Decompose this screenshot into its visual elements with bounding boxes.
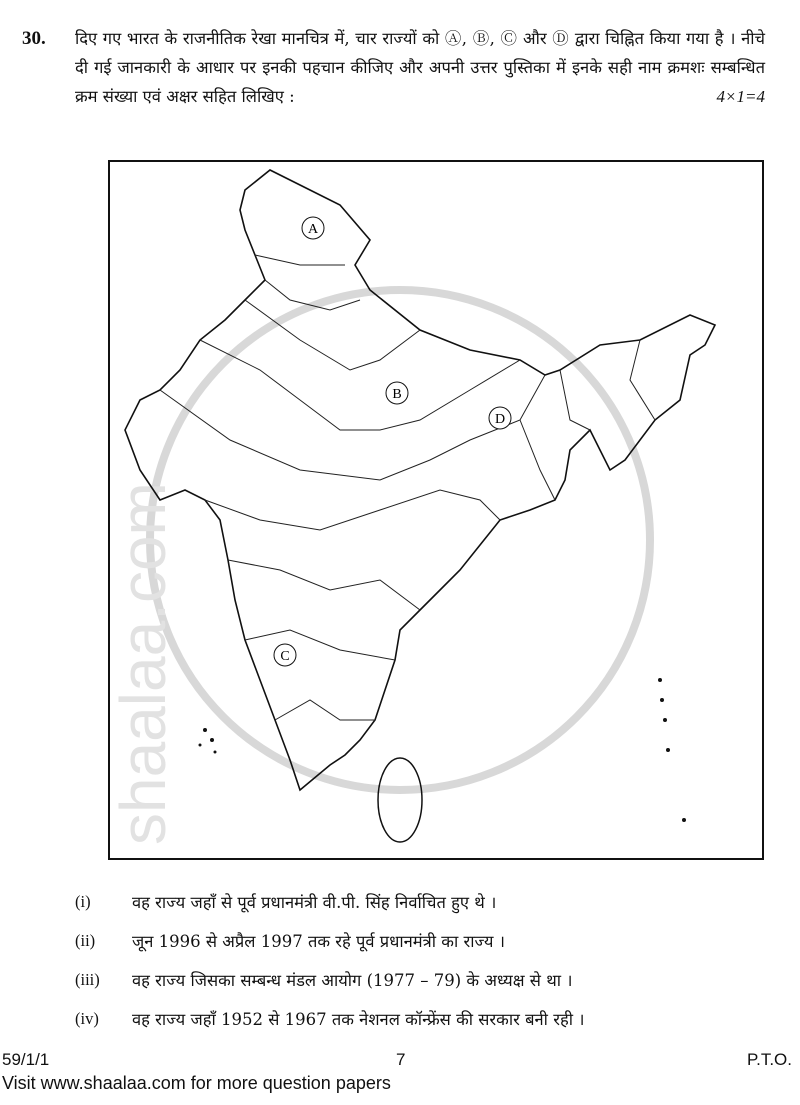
svg-text:D: D — [494, 412, 506, 427]
pto-label: P.T.O. — [746, 1050, 792, 1069]
svg-text:C: C — [280, 649, 290, 664]
question-number: 30. — [22, 28, 46, 49]
list-item — [75, 999, 775, 1038]
map-marker-d — [489, 407, 511, 429]
item-text: वह राज्य जहाँ 1952 से 1967 तक नेशनल कॉन्फ्रेंस की सरकार बनी रही । — [132, 1010, 585, 1029]
item-text: वह राज्य जहाँ से पूर्व प्रधानमंत्री वी.पी. सिंह निर्वाचित हुए थे । — [132, 893, 497, 912]
list-item — [75, 921, 775, 960]
item-text: जून 1996 से अप्रैल 1997 तक रहे पूर्व प्रधानमंत्री का राज्य । — [132, 932, 505, 951]
svg-text:A: A — [307, 222, 319, 237]
sri-lanka-outline — [378, 758, 422, 842]
sub-questions — [75, 882, 775, 1038]
paper-code: 59/1/1 — [2, 1050, 50, 1069]
india-outline — [125, 170, 715, 790]
list-item — [75, 882, 775, 921]
item-number: (i) — [75, 891, 91, 911]
watermark-circle — [150, 290, 650, 790]
question-marks: 4×1=4 — [716, 87, 765, 106]
item-number: (iv) — [75, 1008, 99, 1028]
svg-text:B: B — [392, 387, 402, 402]
map-marker-c — [274, 644, 296, 666]
visit-notice: Visit www.shaalaa.com for more question papers — [2, 1073, 391, 1093]
list-item — [75, 960, 775, 999]
question-text: दिए गए भारत के राजनीतिक रेखा मानचित्र में, चार राज्यों को Ⓐ, Ⓑ, Ⓒ और Ⓓ द्वारा चिह्नित किया गया है । नीचे दी गई जानकारी के आधार पर इनकी पहचान कीजिए और अपनी उत्तर पुस्तिका में इनके सही नाम क्रमशः सम्बन्धित क्रम संख्या एवं अक्षर सहित लिखिए : — [75, 29, 765, 106]
item-text: वह राज्य जिसका सम्बन्ध मंडल आयोग (1977 – 79) के अध्यक्ष से था । — [132, 971, 573, 990]
item-number: (iii) — [75, 969, 100, 989]
page-number: 7 — [396, 1050, 406, 1069]
watermark-text: shaalaa.com — [107, 482, 179, 845]
item-number: (ii) — [75, 930, 96, 950]
map-marker-b — [386, 382, 408, 404]
map-marker-a — [302, 217, 324, 239]
state-borders — [160, 255, 655, 720]
